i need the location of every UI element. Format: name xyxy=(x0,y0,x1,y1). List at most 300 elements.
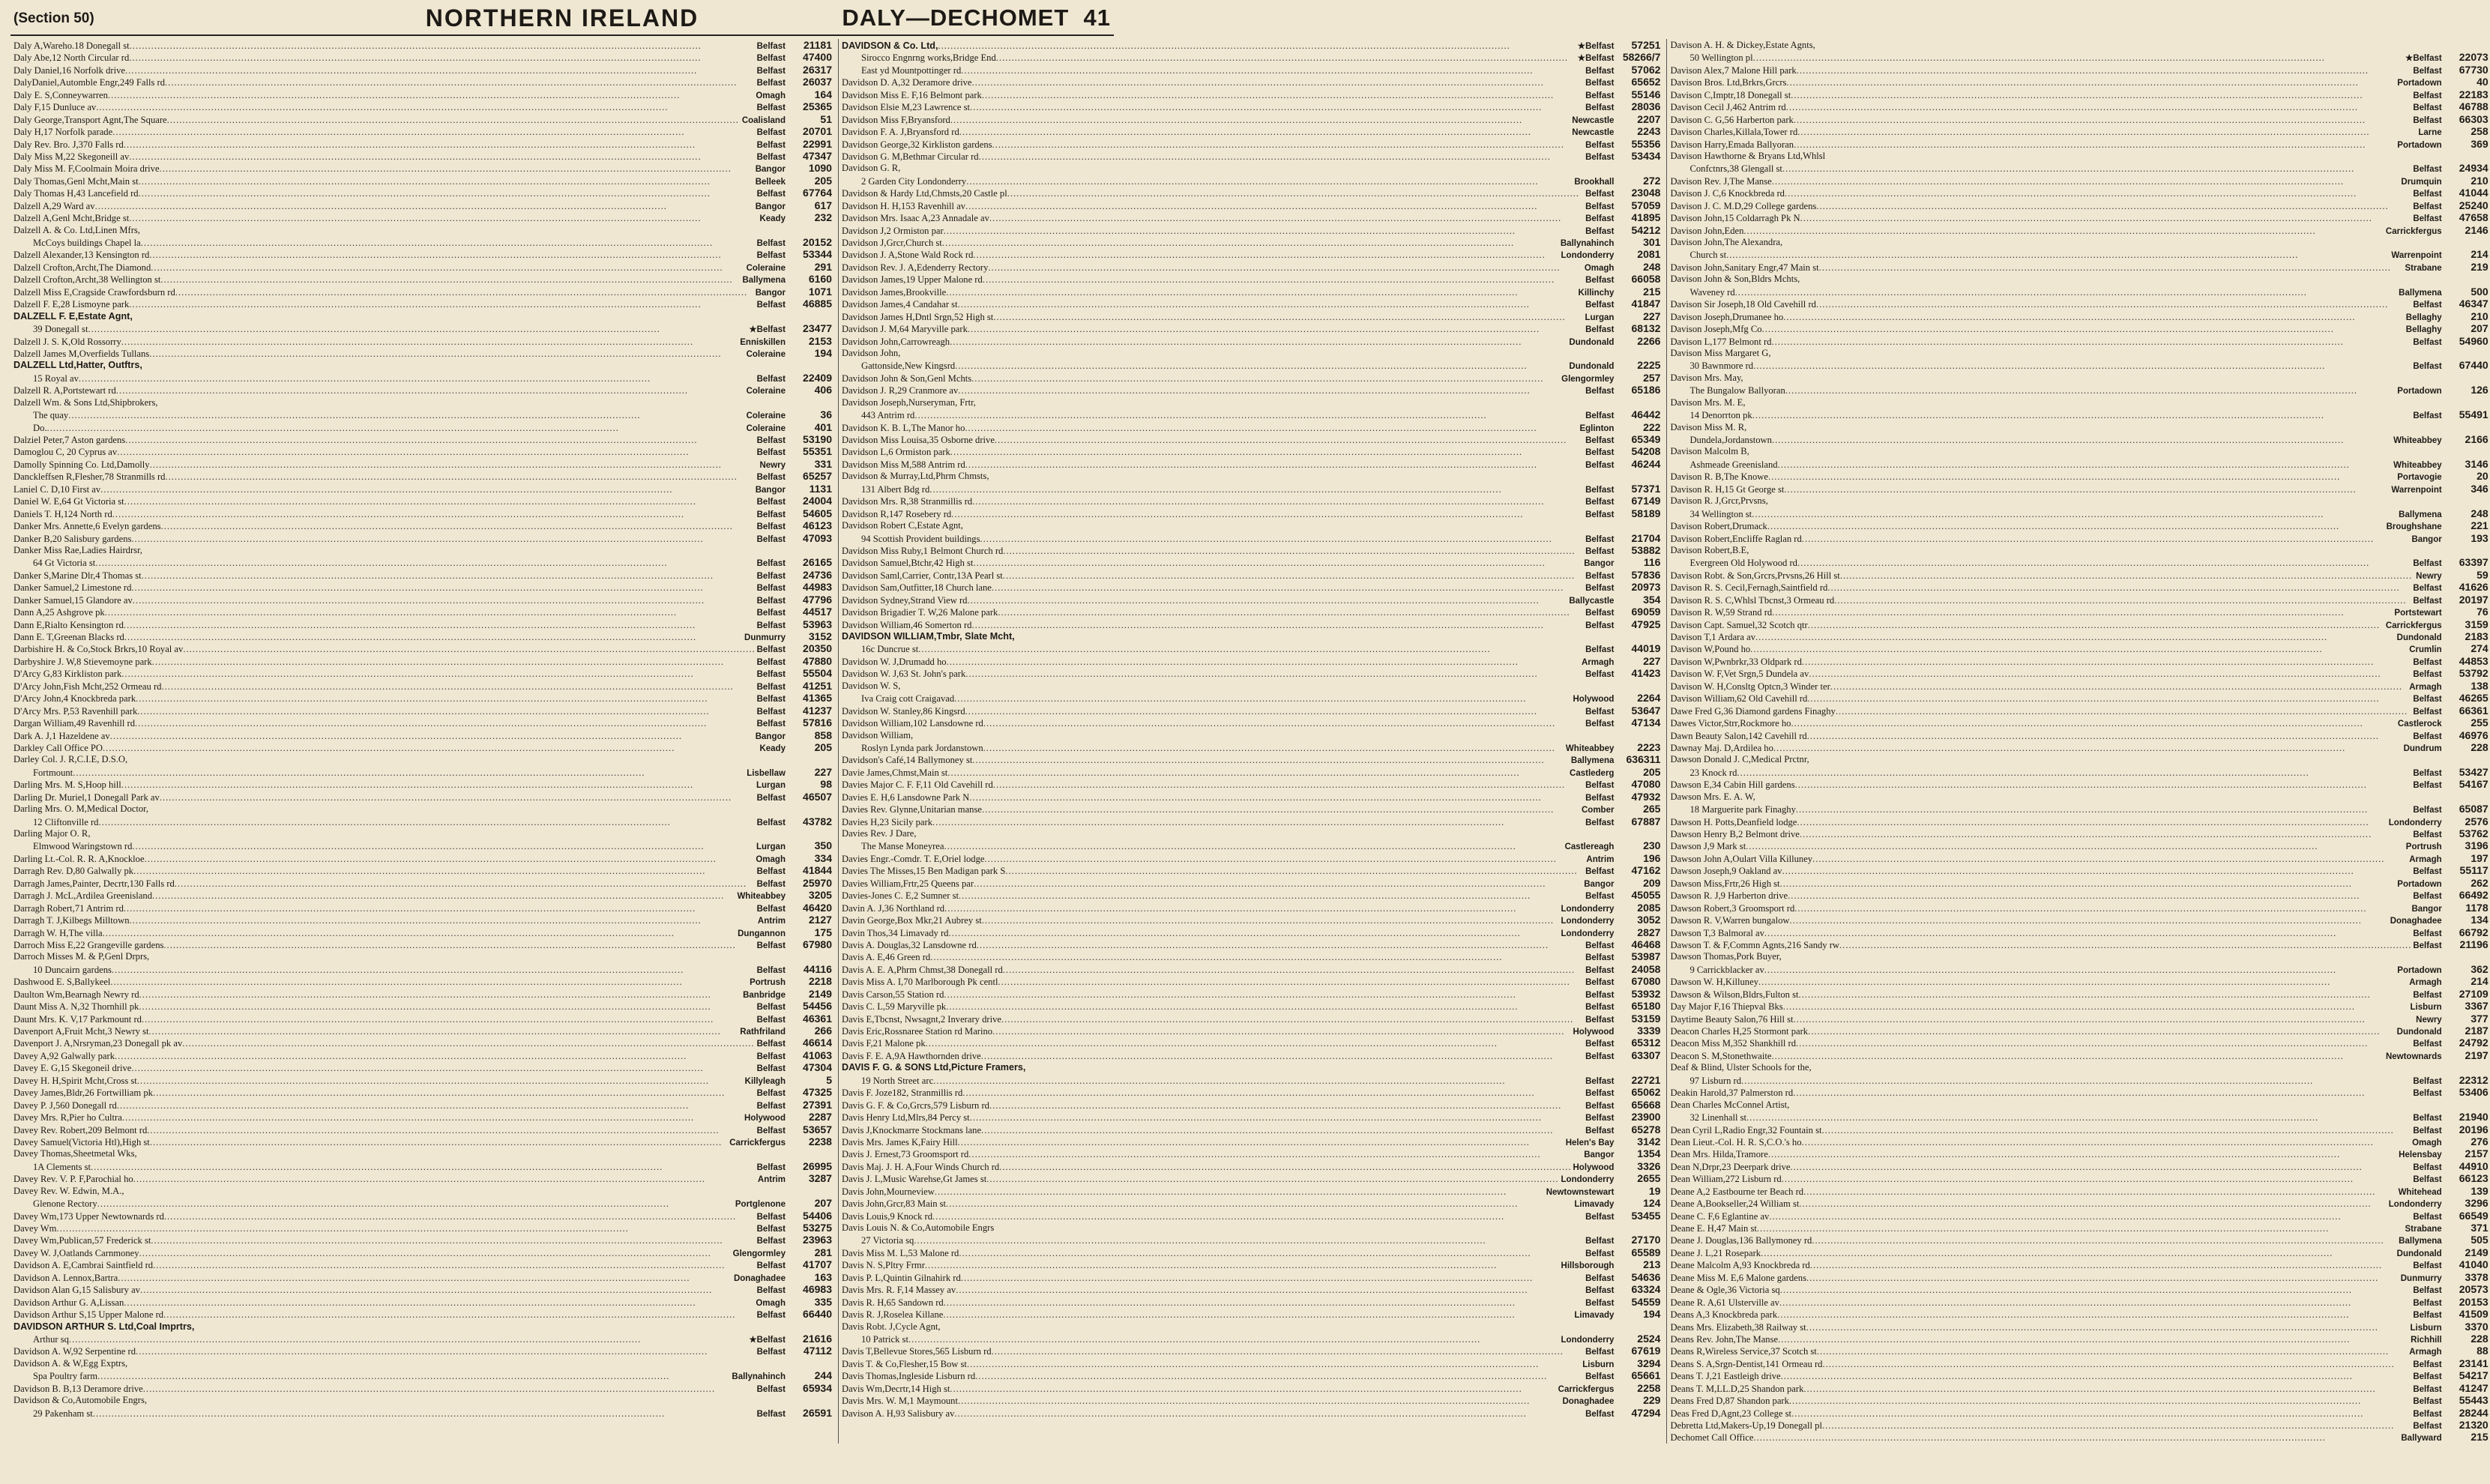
entry-name: Davis A. E. A,Phrm Chmst,38 Donegall rd xyxy=(841,964,1003,975)
entry-name: Deans Mrs. Elizabeth,38 Railway st xyxy=(1670,1321,1806,1333)
entry-name: 64 Gt Victoria st xyxy=(33,558,96,569)
entry-exchange: Belfast xyxy=(2413,190,2442,199)
entry-exchange: Belfast xyxy=(2413,1384,2442,1394)
dot-leader xyxy=(958,1136,1564,1148)
dot-leader xyxy=(79,372,756,384)
listing-entry xyxy=(842,483,1660,495)
dot-leader xyxy=(975,1370,1584,1382)
entry-exchange: Lisburn xyxy=(1582,1360,1615,1369)
listing-entry xyxy=(13,507,832,519)
entry-exchange: Belfast xyxy=(756,1101,786,1111)
dot-leader xyxy=(1764,964,2396,976)
listing-entry xyxy=(1670,261,2488,273)
dot-leader xyxy=(117,1100,756,1112)
entry-name: Dawson Thomas,Pork Buyer, xyxy=(1670,951,1782,962)
listing-entry xyxy=(1670,1382,2488,1394)
entry-exchange: Whiteabbey xyxy=(1565,743,1615,753)
entry-exchange: Newtownstewart xyxy=(1546,1187,1615,1197)
entry-name: Davis A. E,46 Green rd xyxy=(841,952,931,963)
dot-leader xyxy=(153,1259,756,1271)
entry-name: Deane R. A,61 Ulsterville av xyxy=(1670,1297,1779,1308)
listing-entry xyxy=(13,655,832,667)
entry-phone-number: 76 xyxy=(2477,606,2489,618)
listing-entry xyxy=(13,1049,832,1061)
entry-name: Dechomet Call Office xyxy=(1670,1432,1754,1444)
entry-exchange: Belfast xyxy=(1585,1409,1615,1419)
entry-name: Davis F. Joze182, Stranmillis rd xyxy=(841,1088,963,1099)
entry-phone-number: 44983 xyxy=(803,581,832,594)
listing-entry xyxy=(13,286,832,298)
listing-entry xyxy=(1670,877,2488,889)
listing-entry xyxy=(842,680,1660,692)
listing-entry xyxy=(13,445,832,457)
listing-entry xyxy=(842,359,1660,371)
listing-entry xyxy=(1670,1147,2488,1159)
entry-exchange: Belfast xyxy=(756,1384,786,1394)
entry-phone-number: 3378 xyxy=(2465,1270,2489,1283)
entry-name: Davidson W. J,Drumadd ho xyxy=(841,656,947,667)
entry-exchange: Belfast xyxy=(756,682,786,692)
entry-name: Davey P. J,560 Donegall rd xyxy=(13,1100,117,1111)
entry-phone-number: 65652 xyxy=(1631,76,1661,88)
entry-phone-number: 2157 xyxy=(2465,1147,2489,1160)
entry-name: Deane & Ogle,36 Victoria sq xyxy=(1670,1285,1780,1296)
entry-name: Daly A,Wareho.18 Donegall st xyxy=(13,40,130,51)
entry-phone-number: 229 xyxy=(1643,1394,1661,1407)
entry-exchange: Omagh xyxy=(756,1298,786,1308)
listing-entry xyxy=(13,877,832,889)
listing-entry xyxy=(842,507,1660,519)
entry-exchange: Belfast xyxy=(756,596,786,606)
entry-name: Davies Major C. F. F,11 Old Cavehill rd xyxy=(841,779,993,791)
dot-leader xyxy=(163,1309,756,1321)
entry-exchange: Belfast xyxy=(1585,510,1615,519)
entry-phone-number: 2197 xyxy=(2465,1049,2489,1061)
entry-name: Davin Thos,34 Limavady rd xyxy=(841,927,949,938)
dot-leader xyxy=(93,1408,756,1420)
entry-name: 39 Donegall st xyxy=(33,324,88,335)
entry-phone-number: 24058 xyxy=(1631,962,1661,975)
dot-leader xyxy=(129,298,755,310)
dot-leader xyxy=(161,681,755,693)
dot-leader xyxy=(981,1124,1584,1136)
entry-phone-number: 354 xyxy=(1643,593,1661,606)
entry-phone-number: 3152 xyxy=(808,630,832,642)
entry-exchange: Belfast xyxy=(2413,768,2442,778)
entry-phone-number: 47162 xyxy=(1631,864,1661,877)
entry-exchange: Belfast xyxy=(1585,965,1615,975)
entry-name: Waveney rd xyxy=(1689,286,1735,298)
dot-leader xyxy=(1752,508,2397,520)
entry-phone-number: 232 xyxy=(814,211,832,224)
listing-entry xyxy=(1670,1013,2488,1025)
listing-entry xyxy=(13,1258,832,1270)
entry-name: Darragh Rev. D,80 Galwally pk xyxy=(13,866,134,877)
entry-exchange: Bellaghy xyxy=(2405,313,2442,322)
entry-exchange: Londonderry xyxy=(1561,1335,1615,1345)
entry-phone-number: 44116 xyxy=(803,962,832,975)
entry-name: Davey Wm,Publican,57 Frederick st xyxy=(13,1235,151,1246)
listing-entry xyxy=(842,113,1660,125)
listing-entry xyxy=(1670,975,2488,987)
entry-name: Dean Cyril L,Radio Engr,32 Fountain st xyxy=(1670,1124,1822,1135)
entry-exchange: Belfast xyxy=(1585,1298,1615,1308)
entry-phone-number: 53190 xyxy=(803,433,832,445)
listing-entry xyxy=(1670,1049,2488,1061)
entry-phone-number: 227 xyxy=(1643,310,1661,322)
entry-phone-number: 1131 xyxy=(809,482,832,495)
entry-name: Davidson Arthur G. A,Lissan xyxy=(13,1297,124,1308)
entry-phone-number: 262 xyxy=(2471,876,2489,889)
entry-exchange: Belfast xyxy=(1585,990,1615,1000)
entry-exchange: Belfast xyxy=(756,1126,786,1135)
dot-leader xyxy=(995,434,1584,446)
dot-leader xyxy=(1779,1297,2411,1309)
dot-leader xyxy=(160,791,756,803)
dot-leader xyxy=(68,409,744,421)
entry-name: 29 Pakenham st xyxy=(33,1408,93,1419)
entry-exchange: Londonderry xyxy=(1561,1175,1615,1185)
dot-leader xyxy=(1781,1370,2412,1382)
entry-name: Davidson J. M,64 Maryville park xyxy=(841,324,968,335)
entry-name: 131 Albert Bdg rd xyxy=(860,483,930,495)
entry-phone-number: 66058 xyxy=(1631,273,1661,286)
dot-leader xyxy=(1806,1321,2409,1333)
entry-name: Daly Daniel,16 Norfolk drive xyxy=(13,64,125,76)
entry-exchange: Lisburn xyxy=(2410,1323,2442,1333)
entry-phone-number: 65180 xyxy=(1631,1000,1661,1013)
listing-entry xyxy=(1670,1321,2488,1333)
listing-entry xyxy=(842,519,1660,531)
listing-entry xyxy=(13,753,832,765)
directory-column-1 xyxy=(10,39,833,1444)
entry-name: Dalzell A,29 Ward av xyxy=(13,200,95,211)
entry-name: Davidson Elsie M,23 Lawrence st xyxy=(841,102,971,113)
listing-entry xyxy=(1670,914,2488,926)
dot-leader xyxy=(141,237,756,249)
entry-exchange: Belfast xyxy=(756,301,786,310)
entry-name: Davis Miss A. I,70 Marlborough Pk centl xyxy=(841,977,998,988)
listing-entry xyxy=(1670,1407,2488,1419)
entry-name: Darbishire H. & Co,Stock Brkrs,10 Royal av xyxy=(13,644,184,655)
entry-phone-number: 210 xyxy=(2471,310,2489,322)
entry-name: Ashmeade Greenisland xyxy=(1689,459,1778,470)
dot-leader xyxy=(969,791,1584,803)
entry-exchange: Belfast xyxy=(2413,867,2442,877)
entry-exchange: Belfast xyxy=(1585,91,1615,100)
listing-entry xyxy=(1670,347,2488,359)
entry-name: McCoys buildings Chapel la xyxy=(33,238,141,248)
listing-entry xyxy=(1670,1296,2488,1308)
entry-name: Dann A,25 Ashgrove pk xyxy=(13,607,105,618)
listing-entry xyxy=(13,88,832,100)
entry-name: D'Arcy John,4 Knockbreda park xyxy=(13,693,136,705)
entry-name: Spa Poultry farm xyxy=(33,1371,98,1382)
entry-exchange: Bangor xyxy=(1584,879,1615,889)
entry-name: Davidson Arthur S,15 Upper Malone rd xyxy=(13,1309,164,1321)
listing-entry xyxy=(13,532,832,544)
entry-name: Darbyshire J. W,8 Stievemoyne park xyxy=(13,656,152,667)
entry-exchange: Belfast xyxy=(1585,793,1615,803)
listing-entry xyxy=(1670,594,2488,606)
listing-entry xyxy=(1670,667,2488,679)
listing-entry xyxy=(13,1222,832,1234)
entry-name: Davidson & Hardy Ltd,Chmsts,20 Castle pl xyxy=(841,188,1007,199)
entry-phone-number: 3196 xyxy=(2465,839,2489,852)
entry-phone-number: 197 xyxy=(2471,851,2489,864)
entry-name: Davison T,1 Ardara av xyxy=(1670,632,1755,642)
dot-leader xyxy=(950,1383,1556,1395)
entry-name: Dawson W. H,Killuney xyxy=(1670,977,1758,988)
dot-leader xyxy=(130,40,756,52)
listing-entry xyxy=(842,1246,1660,1258)
dot-leader xyxy=(985,853,1585,865)
dot-leader xyxy=(160,274,741,286)
entry-phone-number: 3296 xyxy=(2465,1197,2489,1210)
entry-name: Davis Carson,55 Station rd xyxy=(841,989,944,1000)
listing-entry xyxy=(1670,248,2488,260)
dot-leader xyxy=(1812,853,2408,865)
listing-entry xyxy=(842,988,1660,1000)
dot-leader xyxy=(1768,471,2396,483)
dot-leader xyxy=(95,557,755,569)
entry-phone-number: 53275 xyxy=(803,1222,832,1234)
entry-phone-number: 53434 xyxy=(1631,149,1661,162)
entry-phone-number: 3205 xyxy=(808,889,832,902)
entry-exchange: Belfast xyxy=(2413,559,2442,569)
listing-entry xyxy=(13,396,832,408)
entry-exchange: Helensbay xyxy=(2399,1150,2442,1160)
listing-entry xyxy=(1670,1086,2488,1098)
listing-entry xyxy=(13,1086,832,1098)
listing-entry xyxy=(1670,988,2488,1000)
entry-name: Davison L,177 Belmont rd xyxy=(1670,336,1772,347)
listing-entry xyxy=(842,581,1660,593)
listing-entry xyxy=(1670,113,2488,125)
dot-leader xyxy=(946,1198,1573,1210)
entry-phone-number: 46361 xyxy=(803,1012,832,1025)
entry-name: Dean William,272 Lisburn rd xyxy=(1670,1174,1782,1185)
entry-name: 32 Linenhall st xyxy=(1689,1112,1747,1123)
entry-exchange: Coleraine xyxy=(746,349,786,359)
listing-entry xyxy=(1670,384,2488,396)
entry-name: Day Major F,16 Thiepval Bks xyxy=(1670,1001,1783,1013)
listing-entry xyxy=(13,384,832,396)
entry-phone-number: 276 xyxy=(2471,1135,2489,1147)
listing-entry xyxy=(842,642,1660,654)
entry-phone-number: 2218 xyxy=(808,975,832,988)
entry-name: Deans R,Wireless Service,37 Scotch st xyxy=(1670,1346,1817,1357)
dot-leader xyxy=(165,76,756,88)
entry-name: Daly Miss M,22 Skegoneill av xyxy=(13,151,130,162)
dot-leader xyxy=(147,1124,755,1136)
entry-phone-number: 41044 xyxy=(2459,187,2489,199)
entry-name: Deacon Miss M,352 Shankhill rd xyxy=(1670,1038,1797,1049)
entry-phone-number: 65186 xyxy=(1631,384,1661,396)
listing-entry xyxy=(13,1111,832,1123)
entry-name: Dawnay Maj. D,Ardilea ho xyxy=(1670,742,1773,753)
entry-phone-number: 25240 xyxy=(2459,199,2489,211)
entry-phone-number: 346 xyxy=(2471,482,2489,495)
listing-entry xyxy=(1670,1135,2488,1147)
entry-exchange: Belfast xyxy=(2413,1040,2442,1049)
dot-leader xyxy=(992,582,1584,594)
entry-phone-number: 22073 xyxy=(2459,51,2489,64)
entry-phone-number: 47304 xyxy=(803,1061,832,1074)
entry-phone-number: 248 xyxy=(1643,260,1661,273)
listing-entry xyxy=(842,950,1660,962)
entry-exchange: Omagh xyxy=(756,854,786,864)
entry-name: Davidson Miss E. F,16 Belmont park xyxy=(841,89,982,100)
listing-entry xyxy=(13,1394,832,1406)
listing-entry xyxy=(1670,618,2488,630)
dot-leader xyxy=(131,1062,755,1074)
entry-exchange: Hillsborough xyxy=(1561,1261,1615,1271)
dot-leader xyxy=(1840,570,2414,582)
entry-phone-number: 139 xyxy=(2471,1184,2489,1197)
entry-phone-number: 1071 xyxy=(808,285,832,298)
entry-exchange: Belfast xyxy=(1585,79,1615,88)
entry-name: Davidson's Café,14 Ballymoney st xyxy=(841,755,973,766)
listing-entry xyxy=(13,1135,832,1147)
entry-exchange: Holywood xyxy=(744,1114,786,1123)
entry-phone-number: 2266 xyxy=(1637,334,1661,347)
entry-phone-number: 53762 xyxy=(2459,827,2489,839)
listing-entry xyxy=(13,347,832,359)
listing-entry xyxy=(1670,1258,2488,1270)
listing-entry xyxy=(1670,815,2488,827)
listing-entry xyxy=(13,1271,832,1283)
entry-exchange: Belfast xyxy=(1585,1126,1615,1135)
entry-phone-number: 213 xyxy=(1643,1258,1661,1271)
entry-name: Davison Alex,7 Malone Hill park xyxy=(1670,64,1797,76)
entry-exchange: Castlereagh xyxy=(1564,842,1615,852)
listing-entry xyxy=(13,1345,832,1357)
dot-leader xyxy=(944,902,1559,914)
listing-entry xyxy=(1670,778,2488,790)
dot-leader xyxy=(1794,1013,2415,1025)
entry-name: Danker Samuel,2 Limestone rd xyxy=(13,582,132,594)
entry-exchange: Belfast xyxy=(756,1348,786,1357)
entry-phone-number: 334 xyxy=(814,851,832,864)
listing-entry xyxy=(13,39,832,51)
entry-exchange: Coleraine xyxy=(746,423,786,433)
dot-leader xyxy=(1771,1050,2384,1062)
listing-entry xyxy=(842,1369,1660,1381)
entry-name: Dalziel Peter,7 Aston gardens xyxy=(13,435,126,445)
entry-name: Davison John,Eden xyxy=(1670,225,1744,236)
entry-phone-number: 54605 xyxy=(803,507,832,519)
dot-leader xyxy=(1786,101,2412,113)
entry-name: 34 Wellington st xyxy=(1689,508,1752,519)
entry-phone-number: 3370 xyxy=(2465,1320,2489,1333)
listing-entry xyxy=(1670,1222,2488,1234)
listing-entry xyxy=(1670,766,2488,778)
entry-phone-number: 196 xyxy=(1643,851,1661,864)
entry-exchange: Belfast xyxy=(756,534,786,544)
entry-phone-number: 54167 xyxy=(2459,778,2489,791)
listing-entry xyxy=(842,445,1660,457)
listing-entry xyxy=(13,1246,832,1258)
entry-exchange: Belfast xyxy=(1585,1348,1615,1357)
entry-name: The quay xyxy=(33,410,69,421)
dot-leader xyxy=(971,619,1584,631)
entry-name: Daniel W. E,64 Gt Victoria st xyxy=(13,496,124,507)
listing-entry xyxy=(1670,692,2488,704)
entry-name: Deacon Charles H,25 Stormont park xyxy=(1670,1026,1809,1037)
entry-exchange: Belfast xyxy=(756,510,786,519)
dot-leader xyxy=(47,422,745,434)
entry-name: Deas Fred D,Agnt,23 College st xyxy=(1670,1408,1792,1419)
entry-phone-number: 2258 xyxy=(1637,1381,1661,1394)
listing-entry xyxy=(842,1111,1660,1123)
entry-name: Evergreen Old Holywood rd xyxy=(1689,558,1797,569)
entry-name: Davison Harry,Emada Ballyoran xyxy=(1670,139,1794,150)
entry-exchange: Belfast xyxy=(756,621,786,630)
entry-name: Davis R. J,Roselea Killane xyxy=(841,1309,944,1321)
dot-leader xyxy=(1768,1148,2397,1160)
entry-exchange: Belfast xyxy=(756,571,786,581)
entry-name: Davey James,Bldr,26 Fortwilliam pk xyxy=(13,1088,153,1099)
entry-phone-number: 40 xyxy=(2477,76,2489,88)
entry-phone-number: 19 xyxy=(1648,1184,1661,1197)
entry-exchange: Richhill xyxy=(2411,1335,2442,1345)
listing-entry xyxy=(842,914,1660,926)
entry-phone-number: 222 xyxy=(1643,420,1661,433)
entry-name: Davidson F. A. J,Bryansford rd xyxy=(841,127,959,138)
listing-entry xyxy=(842,76,1660,88)
entry-phone-number: 116 xyxy=(1643,556,1661,569)
entry-name: Davis G. F. & Co,Grcrs,579 Lisburn rd xyxy=(841,1100,989,1111)
entry-name: Davey Rev. W. Edwin, M.A., xyxy=(13,1185,124,1196)
listing-entry xyxy=(1670,100,2488,112)
listing-entry xyxy=(842,1210,1660,1222)
dot-leader xyxy=(112,508,756,520)
entry-phone-number: 331 xyxy=(814,457,832,470)
dot-leader xyxy=(97,1198,734,1210)
entry-name: Davidson J. R,29 Cranmore av xyxy=(841,385,959,396)
entry-name: Davidson Miss Ruby,1 Belmont Church rd xyxy=(841,545,1004,556)
listing-entry xyxy=(13,642,832,654)
dot-leader xyxy=(137,705,755,717)
entry-name: Davidson & Co,Automobile Engrs, xyxy=(13,1395,148,1406)
entry-exchange: Belfast xyxy=(756,1052,786,1061)
entry-name: Do. xyxy=(33,422,47,433)
listing-entry xyxy=(13,581,832,593)
dot-leader xyxy=(973,249,1559,261)
entry-phone-number: 53427 xyxy=(2459,765,2489,778)
dot-leader xyxy=(161,520,756,532)
listing-entry xyxy=(13,51,832,63)
dot-leader xyxy=(1797,126,2417,138)
entry-name: Daytime Beauty Salon,76 Hill st xyxy=(1670,1013,1794,1025)
entry-name: Dalzell A. & Co. Ltd,Linen Mfrs, xyxy=(13,224,140,235)
dot-leader xyxy=(1783,1001,2409,1013)
entry-phone-number: 2827 xyxy=(1637,926,1661,938)
entry-name: Davis R. H,65 Sandown rd xyxy=(841,1297,944,1308)
entry-exchange: Portavogie xyxy=(2397,473,2442,483)
entry-phone-number: 138 xyxy=(2471,679,2489,692)
entry-name: Davison R. W,59 Strand rd xyxy=(1670,607,1773,618)
entry-phone-number: 25970 xyxy=(803,876,832,889)
entry-exchange: Belfast xyxy=(1585,103,1615,113)
entry-name: Darling Dr. Muriel,1 Donegall Park av xyxy=(13,791,160,803)
dot-leader xyxy=(967,1358,1581,1370)
entry-phone-number: 20573 xyxy=(2459,1283,2489,1296)
listing-entry xyxy=(1670,630,2488,642)
entry-phone-number: 65087 xyxy=(2459,803,2489,815)
entry-name: Davison Miss Margaret G, xyxy=(1670,347,1771,358)
